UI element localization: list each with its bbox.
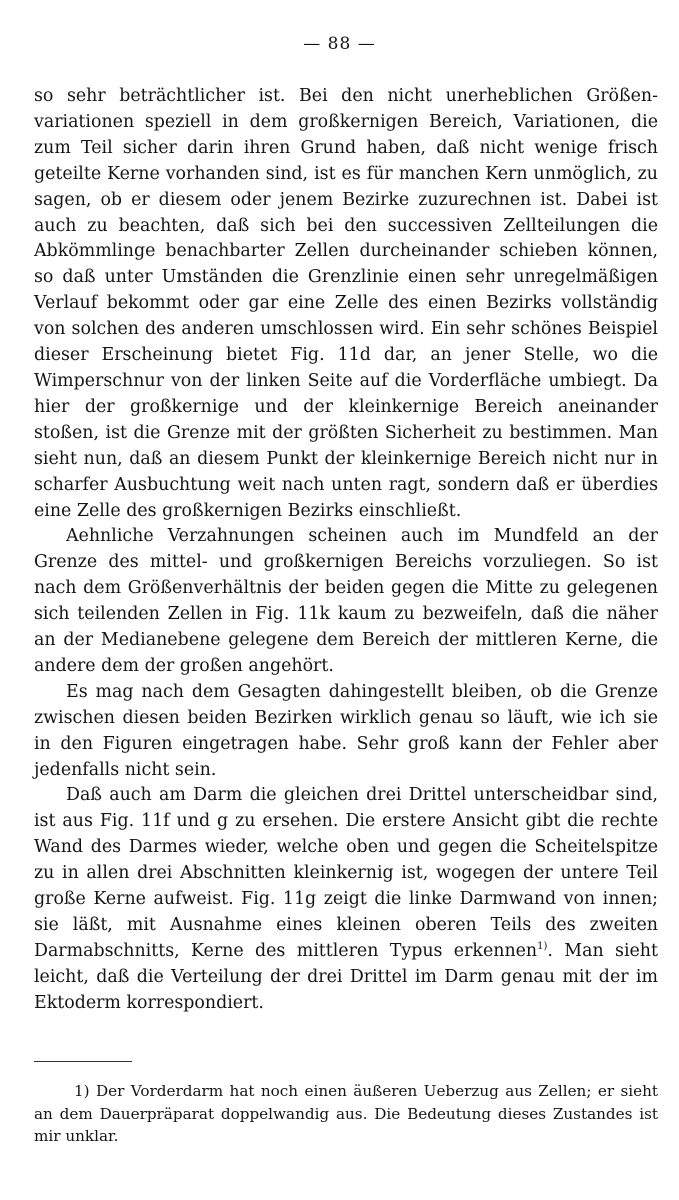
paragraph-4-text: Daß auch am Darm die gleichen drei Drittel unterscheidbar sind, ist aus Fig. 11f und g zu ersehen. Die erstere Ansicht gibt die rechte Wand des Darmes wieder, welche oben und gegen die Scheitelspitze zu in allen drei Abschnitten kleinkernig ist, wogegen der untere Teil große Kerne aufweist. Fig. 11g zeigt die linke Darmwand von innen; sie läßt, mit Ausnahme eines kleinen oberen Teils des zweiten Darmabschnitts, Kerne des mittleren Typus erkennen: [34, 785, 658, 961]
paragraph-1: so sehr beträchtlicher ist. Bei den nicht unerheblichen Größenvariationen speziell in dem großkernigen Bereich, Variationen, die zum Teil sicher darin ihren Grund haben, daß nicht wenige frisch geteilte Kerne vorhanden sind, ist es für manchen Kern unmöglich, zu sagen, ob er diesem oder jenem Bezirke zuzurechnen ist. Dabei ist auch zu beachten, daß sich bei den successiven Zellteilungen die Abkömmlinge benachbarter Zellen durcheinander schieben können, so daß unter Umständen die Grenzlinie einen sehr unregelmäßigen Verlauf bekommt oder gar eine Zelle des einen Bezirks vollständig von solchen des anderen umschlossen wird. Ein sehr schönes Beispiel dieser Erscheinung bietet Fig. 11d dar, an jener Stelle, wo die Wimperschnur von der linken Seite auf die Vorderfläche umbiegt. Da hier der großkernige und der kleinkernige Bereich aneinander stoßen, ist die Grenze mit der größten Sicherheit zu bestimmen. Man sieht nun, daß an diesem Punkt der kleinkernige Bereich nicht nur in scharfer Ausbuchtung weit nach unten ragt, sondern daß er überdies eine Zelle des großkernigen Bezirks einschließt.: [34, 86, 658, 521]
body-text: [34, 84, 658, 1017]
page-number: — 88 —: [303, 34, 376, 54]
footnote-divider: [34, 1061, 132, 1062]
paragraph-4: [34, 783, 658, 1016]
paragraph-3: Es mag nach dem Gesagten dahingestellt bleiben, ob die Grenze zwischen diesen beiden Bezirken wirklich genau so läuft, wie ich sie in den Figuren eingetragen habe. Sehr groß kann der Fehler aber jedenfalls nicht sein.: [34, 681, 658, 780]
paragraph-4-text-after: . Man sieht leicht, daß die Verteilung der drei Drittel im Darm genau mit der im Ektoderm korrespondiert.: [34, 940, 658, 1013]
footnote-text: 1) Der Vorderdarm hat noch einen äußeren Ueberzug aus Zellen; er sieht an dem Dauerpräparat doppelwandig aus. Die Bedeutung dieses Zustandes ist mir unklar.: [34, 1082, 658, 1145]
footnote: [34, 1080, 658, 1148]
footnote-reference: 1): [537, 941, 548, 953]
paragraph-2: Aehnliche Verzahnungen scheinen auch im Mundfeld an der Grenze des mittel- und großkernigen Bereichs vorzuliegen. So ist nach dem Größenverhältnis der beiden gegen die Mitte zu gelegenen sich teilenden Zellen in Fig. 11k kaum zu bezweifeln, daß die näher an der Medianebene gelegene dem Bereich der mittleren Kerne, die andere dem der großen angehört.: [34, 526, 658, 676]
